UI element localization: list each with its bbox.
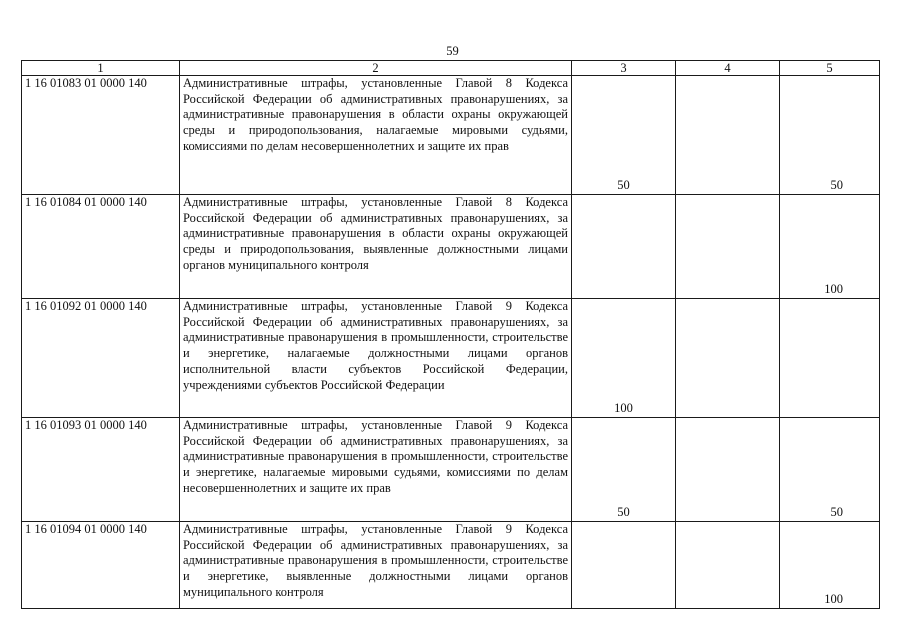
row-description: Административные штрафы, установленные Главой 9 Кодекса Российской Федерации об административных правонарушениях, за административные правонарушения в промышленности, строительстве и энергетике, выявленные должностными лицами органов муниципального контроля — [180, 522, 572, 609]
column-header-5: 5 — [780, 61, 880, 76]
cell-col5: 100 — [780, 195, 880, 299]
column-header-2: 2 — [180, 61, 572, 76]
table-row — [22, 76, 880, 195]
table-row — [22, 522, 880, 609]
cell-col4 — [676, 522, 780, 609]
cell-col5: 50 — [780, 418, 880, 522]
cell-col5: 100 — [780, 522, 880, 609]
column-header-1: 1 — [22, 61, 180, 76]
cell-col3: 50 — [572, 418, 676, 522]
cell-col4 — [676, 418, 780, 522]
cell-col5 — [780, 299, 880, 418]
budget-code: 1 16 01093 01 0000 140 — [22, 418, 180, 522]
cell-col3 — [572, 522, 676, 609]
budget-table — [21, 60, 880, 609]
row-description: Административные штрафы, установленные Главой 9 Кодекса Российской Федерации об административных правонарушениях, за административные правонарушения в промышленности, строительстве и энергетике, налагаемые мировыми судьями, комиссиями по делам несовершеннолетних и защите их прав — [180, 418, 572, 522]
cell-col4 — [676, 299, 780, 418]
column-header-4: 4 — [676, 61, 780, 76]
cell-col4 — [676, 195, 780, 299]
cell-col3: 50 — [572, 76, 676, 195]
table-header-row — [22, 61, 880, 76]
budget-code: 1 16 01083 01 0000 140 — [22, 76, 180, 195]
cell-col3 — [572, 195, 676, 299]
budget-code: 1 16 01094 01 0000 140 — [22, 522, 180, 609]
row-description: Административные штрафы, установленные Главой 8 Кодекса Российской Федерации об административных правонарушениях, за административные правонарушения в области охраны окружающей среды и природопользования, налагаемые мировыми судьями, комиссиями по делам несовершеннолетних и защите их прав — [180, 76, 572, 195]
table-row — [22, 418, 880, 522]
budget-code: 1 16 01092 01 0000 140 — [22, 299, 180, 418]
cell-col4 — [676, 76, 780, 195]
table-row — [22, 299, 880, 418]
row-description: Административные штрафы, установленные Главой 8 Кодекса Российской Федерации об административных правонарушениях, за административные правонарушения в области охраны окружающей среды и природопользования, выявленные должностными лицами органов муниципального контроля — [180, 195, 572, 299]
budget-code: 1 16 01084 01 0000 140 — [22, 195, 180, 299]
cell-col3: 100 — [572, 299, 676, 418]
row-description: Административные штрафы, установленные Главой 9 Кодекса Российской Федерации об административных правонарушениях, за административные правонарушения в промышленности, строительстве и энергетике, налагаемые должностными лицами органов исполнительной власти субъектов Российской Федерации, учреждениями субъектов Российской Федерации — [180, 299, 572, 418]
page-number: 59 — [446, 44, 459, 58]
column-header-3: 3 — [572, 61, 676, 76]
table-row — [22, 195, 880, 299]
cell-col5: 50 — [780, 76, 880, 195]
